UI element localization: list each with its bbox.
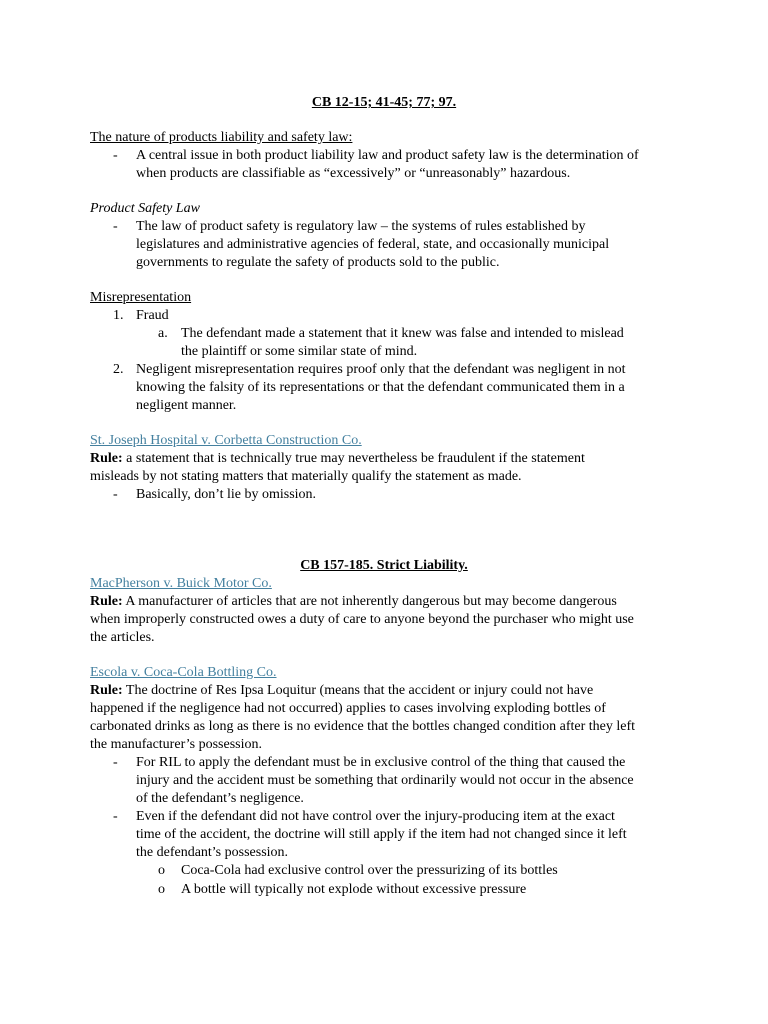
rule-text: The doctrine of Res Ipsa Loquitur (means that the accident or injury could not have <box>122 683 594 698</box>
rule-label: Rule: <box>90 451 123 466</box>
section-heading: CB 12-15; 41-45; 77; 97. <box>311 95 457 110</box>
bullet-text-line: time of the accident, the doctrine will still apply if the item had not changed since it left <box>136 827 627 842</box>
bullet-text-line: A central issue in both product liability law and product safety law is the determination of <box>136 148 639 163</box>
sub-bullet-text: Coca-Cola had exclusive control over the pressurizing of its bottles <box>181 863 558 878</box>
list-number: 1. <box>113 308 124 323</box>
list-item-text-line: Negligent misrepresentation requires proof only that the defendant was negligent in not <box>136 362 626 377</box>
bullet-text-line: The law of product safety is regulatory law – the systems of rules established by <box>136 219 586 234</box>
case-name-link[interactable]: Escola v. Coca-Cola Bottling Co. <box>90 665 277 680</box>
bullet-text-line: injury and the accident must be something that ordinarily would not occur in the absence <box>136 773 634 788</box>
subsection-title: The nature of products liability and safety law: <box>90 130 353 145</box>
case-name-link[interactable]: MacPherson v. Buick Motor Co. <box>90 576 272 591</box>
bullet-text-line: Even if the defendant did not have control over the injury-producing item at the exact <box>136 809 615 824</box>
bullet-text-line: For RIL to apply the defendant must be in exclusive control of the thing that caused the <box>136 755 626 770</box>
rule-label: Rule: <box>90 594 123 609</box>
section-heading: CB 157-185. Strict Liability. <box>300 558 468 573</box>
list-number: 2. <box>113 362 124 377</box>
rule-text-line: when improperly constructed owes a duty of care to anyone beyond the purchaser who might use <box>90 612 634 627</box>
list-item-text-line: negligent manner. <box>136 398 237 413</box>
bullet-text-line: when products are classifiable as “excessively” or “unreasonably” hazardous. <box>136 166 571 181</box>
sublist-letter: a. <box>158 326 168 341</box>
list-item-text: Fraud <box>136 308 169 323</box>
subsection-title: Product Safety Law <box>90 201 200 216</box>
rule-text-line: happened if the negligence had not occurred) applies to cases involving exploding bottles of <box>90 701 606 716</box>
case-name-link[interactable]: St. Joseph Hospital v. Corbetta Construction Co. <box>90 433 362 448</box>
rule-text: A manufacturer of articles that are not inherently dangerous but may become dangerous <box>122 594 617 609</box>
sub-bullet-marker: o <box>158 863 165 878</box>
rule-line <box>90 593 617 611</box>
bullet-marker: - <box>113 148 118 163</box>
list-item-text-line: knowing the falsity of its representations or that the defendant communicated them in a <box>136 380 625 395</box>
bullet-text-line: Basically, don’t lie by omission. <box>136 487 317 502</box>
sublist-text-line: The defendant made a statement that it knew was false and intended to mislead <box>181 326 624 341</box>
bullet-text-line: legislatures and administrative agencies of federal, state, and occasionally municipal <box>136 237 610 252</box>
bullet-marker: - <box>113 219 118 234</box>
rule-text: a statement that is technically true may nevertheless be fraudulent if the statement <box>122 451 585 466</box>
rule-line <box>90 450 585 468</box>
sub-bullet-marker: o <box>158 882 165 897</box>
sub-bullet-text: A bottle will typically not explode without excessive pressure <box>181 882 527 897</box>
rule-line <box>90 682 593 700</box>
bullet-marker: - <box>113 755 118 770</box>
bullet-text-line: of the defendant’s negligence. <box>136 791 304 806</box>
sublist-text-line: the plaintiff or some similar state of mind. <box>181 344 418 359</box>
bullet-marker: - <box>113 487 118 502</box>
subsection-title: Misrepresentation <box>90 290 192 305</box>
rule-text-line: carbonated drinks as long as there is no evidence that the bottles changed condition after they left <box>90 719 636 734</box>
bullet-marker: - <box>113 809 118 824</box>
rule-text-line: the articles. <box>90 630 155 645</box>
bullet-text-line: the defendant’s possession. <box>136 845 289 860</box>
bullet-text-line: governments to regulate the safety of products sold to the public. <box>136 255 500 270</box>
rule-text-line: the manufacturer’s possession. <box>90 737 262 752</box>
rule-text-line: misleads by not stating matters that materially qualify the statement as made. <box>90 469 522 484</box>
rule-label: Rule: <box>90 683 123 698</box>
